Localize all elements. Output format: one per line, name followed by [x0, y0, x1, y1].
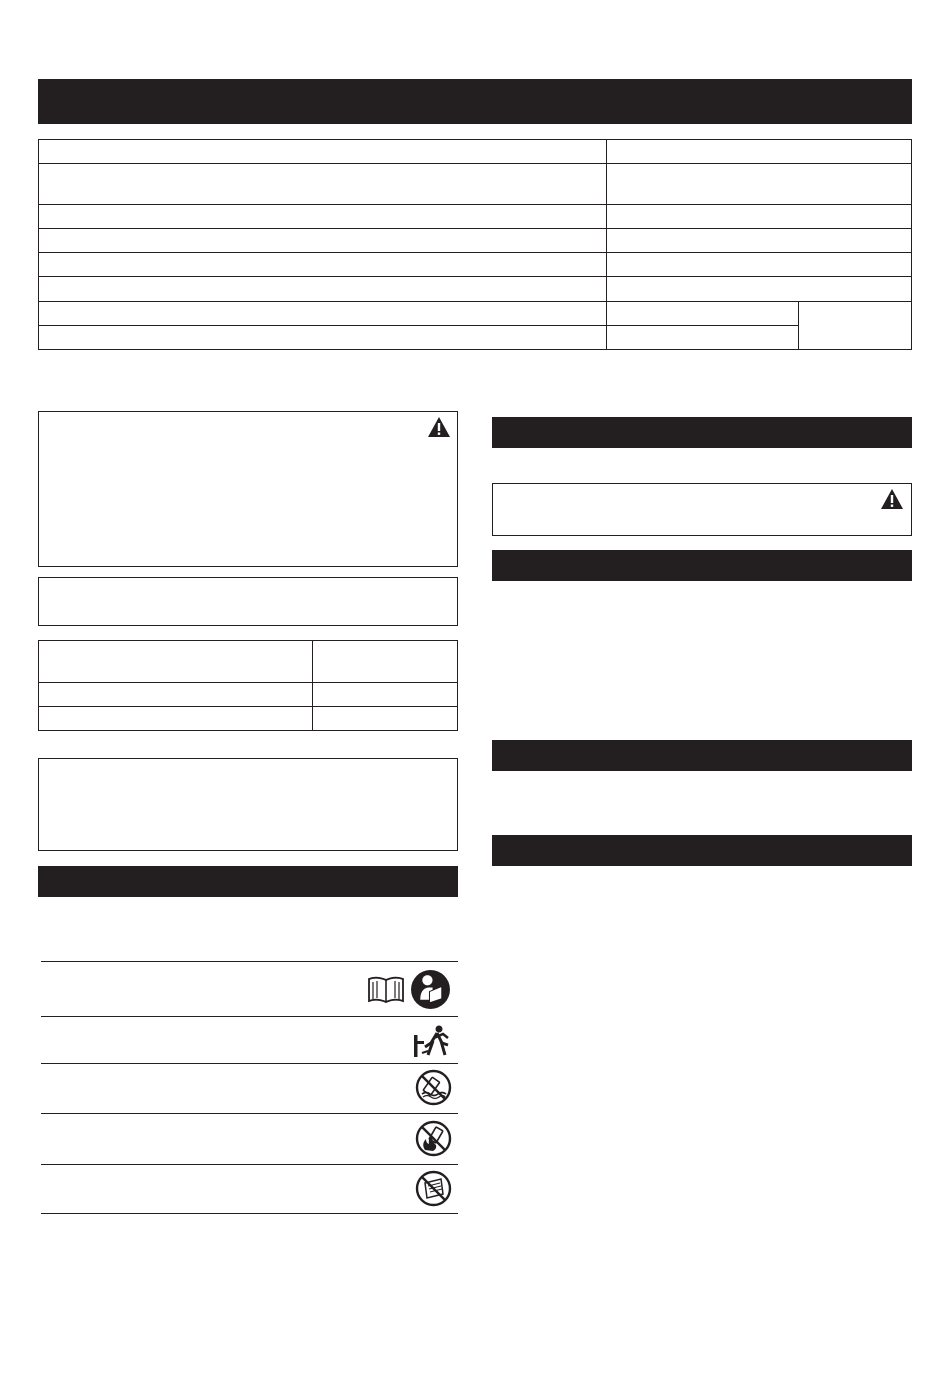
- small-table-row-line: [38, 682, 458, 683]
- small-table: [38, 640, 458, 731]
- note-box: [38, 577, 458, 626]
- specifications-table: [38, 139, 912, 350]
- symbol-row-divider: [41, 1213, 458, 1214]
- section-header-bar: [492, 550, 912, 581]
- spec-row-line: [38, 301, 912, 302]
- book-icon: [367, 976, 405, 1004]
- symbol-row-divider: [41, 1113, 458, 1114]
- small-table-row-line: [38, 706, 458, 707]
- spec-table-subdivider: [798, 301, 799, 350]
- specifications-header-bar: [38, 79, 912, 124]
- warning-box-right: [492, 483, 912, 536]
- no-ladder-fall-icon: [412, 1025, 454, 1059]
- section-header-bar: [492, 417, 912, 448]
- spec-row-line: [38, 276, 912, 277]
- warning-triangle-icon: [427, 416, 451, 438]
- section-header-bar: [492, 740, 912, 771]
- section-header-bar: [492, 835, 912, 866]
- warning-triangle-icon: [880, 488, 904, 510]
- no-water-icon: [415, 1069, 452, 1106]
- warning-box: [38, 411, 458, 567]
- small-table-divider: [312, 640, 313, 731]
- symbol-row-divider: [41, 1063, 458, 1064]
- symbols-header-bar: [38, 866, 458, 897]
- spec-row-line: [38, 163, 912, 164]
- caution-box: [38, 758, 458, 851]
- symbol-row-divider: [41, 961, 458, 962]
- no-fire-icon: [415, 1120, 452, 1157]
- spec-row-line: [38, 228, 912, 229]
- read-manual-icon: [410, 969, 451, 1010]
- spec-table-divider: [606, 139, 607, 350]
- spec-row-line: [38, 325, 798, 326]
- symbol-row-divider: [41, 1016, 458, 1017]
- spec-row-line: [38, 204, 912, 205]
- spec-row-line: [38, 252, 912, 253]
- symbol-row-divider: [41, 1164, 458, 1165]
- no-disposal-icon: [415, 1170, 452, 1207]
